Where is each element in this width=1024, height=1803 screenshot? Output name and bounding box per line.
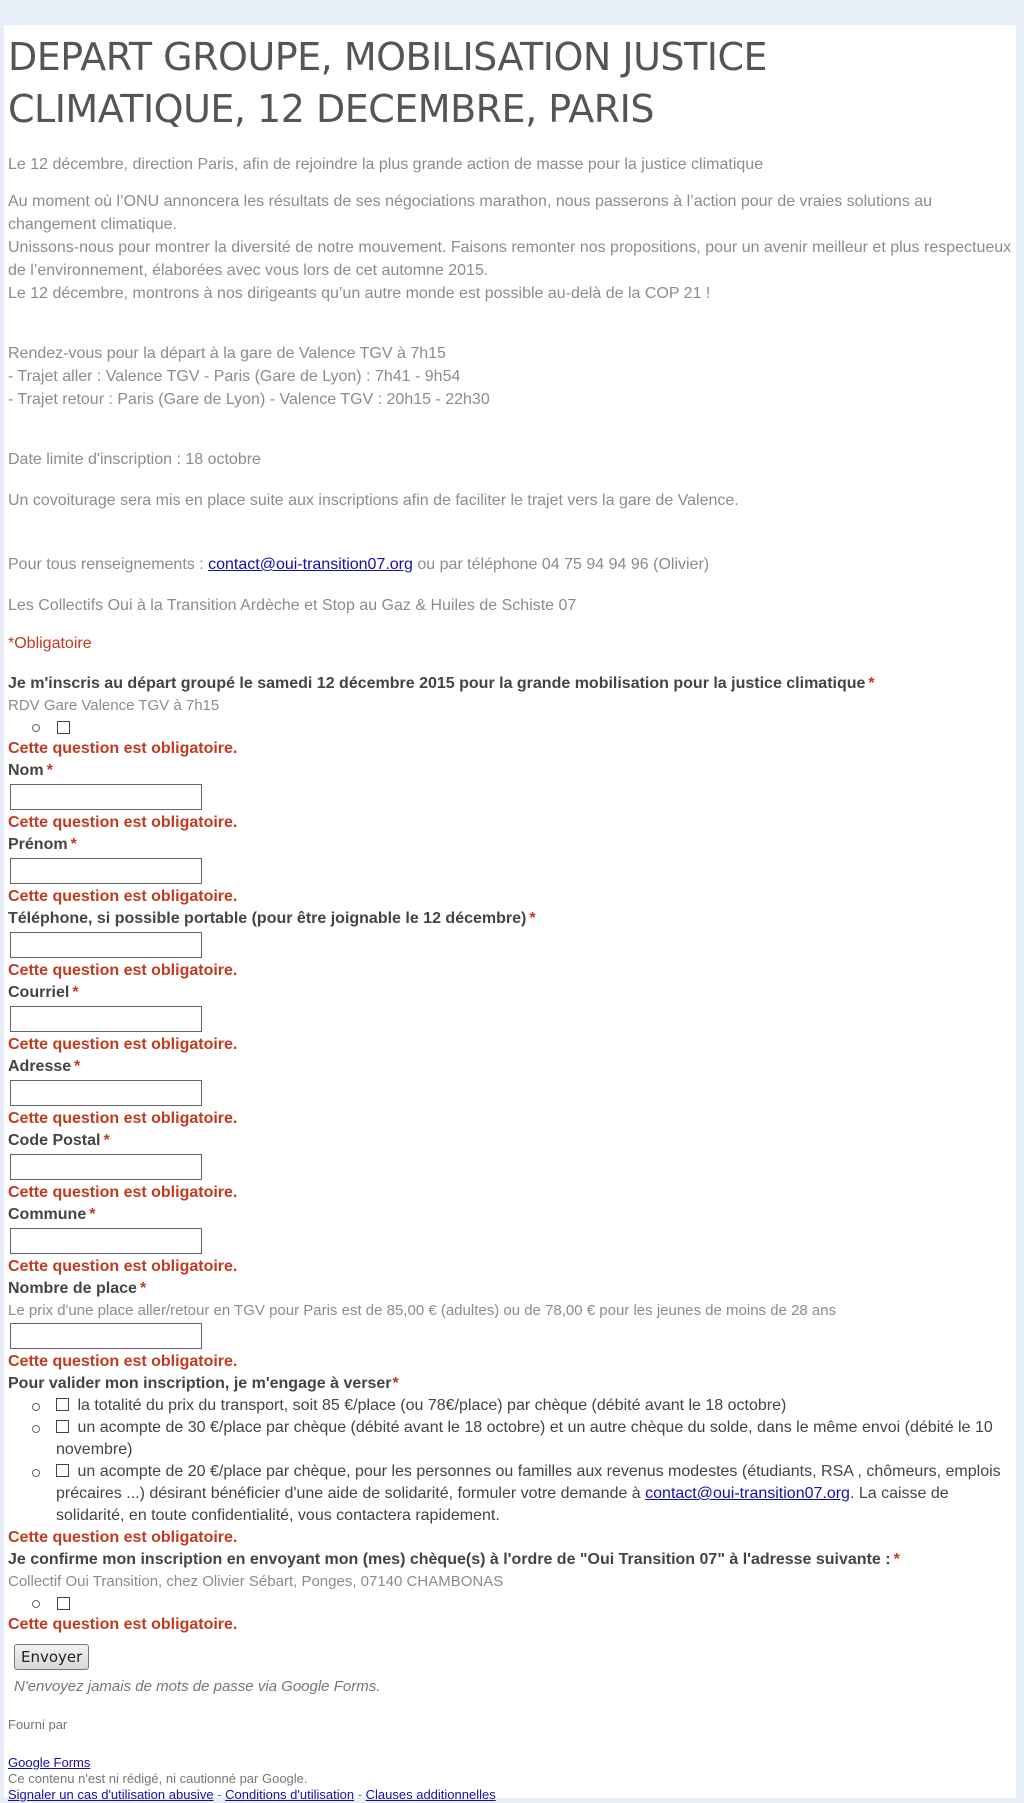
payment-option-1-checkbox[interactable] (56, 1398, 69, 1411)
contact-text (8, 553, 1012, 576)
contact-email-link[interactable]: contact@oui-transition07.org (208, 556, 413, 573)
question-telephone (8, 908, 1012, 982)
question-title: Courriel * (8, 984, 79, 1001)
inscription-checkbox[interactable] (57, 721, 70, 734)
additional-terms-link[interactable]: Clauses additionnelles (365, 1787, 496, 1802)
question-help: Le prix d'une place aller/retour en TGV pour Paris est de 85,00 € (adultes) ou de 78,00 € pour les jeunes de moins de 28 ans (8, 1302, 837, 1319)
payment-option-1 (56, 1395, 1012, 1417)
required-star: * (89, 1206, 96, 1223)
required-note: *Obligatoire (8, 635, 92, 652)
required-star: * (103, 1132, 110, 1149)
payment-option-2-checkbox[interactable] (56, 1420, 69, 1433)
list-bullet-icon (32, 1600, 40, 1608)
payment-options (8, 1395, 1012, 1527)
error-message: Cette question est obligatoire. (8, 1529, 238, 1546)
terms-link[interactable]: Conditions d'utilisation (225, 1787, 355, 1802)
question-paiement (8, 1373, 1012, 1549)
contact-suffix: ou par téléphone 04 75 94 94 96 (Olivier) (412, 556, 710, 573)
footer (8, 1717, 1012, 1803)
intro-text: Le 12 décembre, direction Paris, afin de rejoindre la plus grande action de masse pour la justice climatique (8, 156, 764, 173)
carpool-text: Un covoiturage sera mis en place suite aux inscriptions afin de faciliter le trajet vers la gare de Valence. (8, 492, 739, 509)
error-message: Cette question est obligatoire. (8, 814, 238, 831)
question-title: Adresse * (8, 1058, 81, 1075)
signature-text: Les Collectifs Oui à la Transition Ardèche et Stop au Gaz & Huiles de Schiste 07 (8, 597, 577, 614)
question-prenom (8, 834, 1012, 908)
question-courriel (8, 982, 1012, 1056)
list-bullet-icon (32, 1469, 40, 1477)
submit-button[interactable]: Envoyer (14, 1644, 89, 1670)
list-bullet-icon (32, 1425, 40, 1433)
report-abuse-link[interactable]: Signaler un cas d'utilisation abusive (8, 1787, 214, 1802)
error-message: Cette question est obligatoire. (8, 1110, 238, 1127)
question-title: Commune * (8, 1206, 96, 1223)
payment-option-label-suffix: . La caisse de solidarité, en toute confidentialité, vous contactera rapidement. (56, 1485, 949, 1524)
solidarity-email-link[interactable]: contact@oui-transition07.org (645, 1485, 850, 1502)
payment-option-2 (56, 1417, 1012, 1461)
question-adresse (8, 1056, 1012, 1130)
list-bullet-icon (32, 1403, 40, 1411)
link-separator: - (213, 1787, 226, 1802)
error-message: Cette question est obligatoire. (8, 1353, 238, 1370)
payment-option-3-checkbox[interactable] (56, 1464, 69, 1477)
question-code-postal (8, 1130, 1012, 1204)
courriel-input[interactable] (10, 1006, 202, 1032)
commune-input[interactable] (10, 1228, 202, 1254)
payment-option-label: la totalité du prix du transport, soit 85 €/place (ou 78€/place) par chèque (débité avant le 18 octobre) (77, 1397, 787, 1414)
question-title: Je confirme mon inscription en envoyant mon (mes) chèque(s) à l'ordre de "Oui Transition 07" à l'adresse suivante : * (8, 1551, 900, 1568)
question-inscription (8, 673, 1012, 760)
list-bullet-icon (32, 724, 40, 732)
question-title: Je m'inscris au départ groupé le samedi 12 décembre 2015 pour la grande mobilisation pour la justice climatique * (8, 675, 875, 692)
disclaimer: Ce contenu n'est ni rédigé, ni cautionné par Google. (8, 1771, 308, 1786)
question-title: Pour valider mon inscription, je m'engage à verser* (8, 1375, 399, 1392)
error-message: Cette question est obligatoire. (8, 1616, 238, 1633)
error-message: Cette question est obligatoire. (8, 962, 238, 979)
adresse-input[interactable] (10, 1080, 202, 1106)
deadline-text: Date limite d'inscription : 18 octobre (8, 451, 261, 468)
google-forms-link[interactable]: Google Forms (8, 1755, 91, 1770)
checkbox-option (8, 1592, 1012, 1614)
required-star: * (868, 675, 875, 692)
error-message: Cette question est obligatoire. (8, 740, 238, 757)
link-separator: - (354, 1787, 366, 1802)
schedule-line: - Trajet retour : Paris (Gare de Lyon) - Valence TGV : 20h15 - 22h30 (8, 391, 490, 408)
question-title: Code Postal * (8, 1132, 110, 1149)
powered-by: Fourni par (8, 1717, 68, 1732)
question-title: Nom * (8, 762, 53, 779)
required-star: * (74, 1058, 81, 1075)
error-message: Cette question est obligatoire. (8, 1036, 238, 1053)
question-title: Téléphone, si possible portable (pour être joignable le 12 décembre) * (8, 910, 536, 927)
question-title: Prénom * (8, 836, 77, 853)
schedule-line: Rendez-vous pour la départ à la gare de Valence TGV à 7h15 (8, 345, 446, 362)
error-message: Cette question est obligatoire. (8, 1258, 238, 1275)
telephone-input[interactable] (10, 932, 202, 958)
question-title: Nombre de place * (8, 1280, 147, 1297)
description-line: Le 12 décembre, montrons à nos dirigeants qu’un autre monde est possible au-delà de la COP 21 ! (8, 285, 711, 302)
payment-option-label: un acompte de 30 €/place par chèque (débité avant le 18 octobre) et un autre chèque du solde, dans le même envoi (débité le 10 novembre) (56, 1419, 993, 1458)
payment-option-3 (56, 1461, 1012, 1527)
form-page (4, 25, 1016, 1802)
payment-option-label: un acompte de 20 €/place par chèque, pour les personnes ou familles aux revenus modestes (étudiants, RSA , chômeurs, emplois précaires ...) désirant bénéficier d'une aide de solidarité, formuler votre demande à (56, 1463, 1001, 1502)
schedule-line: - Trajet aller : Valence TGV - Paris (Gare de Lyon) : 7h41 - 9h54 (8, 368, 461, 385)
error-message: Cette question est obligatoire. (8, 888, 238, 905)
form-description (8, 153, 1012, 617)
description-line: Unissons-nous pour montrer la diversité de notre mouvement. Faisons remonter nos propositions, pour un avenir meilleur et plus respectueux de l’environnement, élaborées avec vous lors de cet automne 2015. (8, 239, 1012, 279)
question-help: Collectif Oui Transition, chez Olivier Sébart, Ponges, 07140 CHAMBONAS (8, 1573, 504, 1590)
prenom-input[interactable] (10, 858, 202, 884)
required-star: * (529, 910, 536, 927)
required-star: * (46, 762, 53, 779)
contact-prefix: Pour tous renseignements : (8, 556, 209, 573)
question-help: RDV Gare Valence TGV à 7h15 (8, 697, 220, 714)
required-star: * (70, 836, 77, 853)
nom-input[interactable] (10, 784, 202, 810)
question-commune (8, 1204, 1012, 1278)
question-nombre-place (8, 1278, 1012, 1373)
code-postal-input[interactable] (10, 1154, 202, 1180)
confirmation-checkbox[interactable] (57, 1597, 70, 1610)
nombre-place-input[interactable] (10, 1323, 202, 1349)
footer-links (8, 1787, 1012, 1803)
required-star: * (72, 984, 79, 1001)
error-message: Cette question est obligatoire. (8, 1184, 238, 1201)
form-title: DEPART GROUPE, MOBILISATION JUSTICE CLIMATIQUE, 12 DECEMBRE, PARIS (8, 35, 767, 131)
required-star: * (392, 1375, 399, 1392)
description-line: Au moment où l’ONU annoncera les résultats de ses négociations marathon, nous passerons à l’action pour de vraies solutions au changement climatique. (8, 193, 933, 233)
checkbox-option (8, 716, 1012, 738)
required-star: * (893, 1551, 900, 1568)
password-warning: N'envoyez jamais de mots de passe via Google Forms. (14, 1678, 381, 1695)
question-nom (8, 760, 1012, 834)
question-confirmation (8, 1549, 1012, 1636)
required-star: * (139, 1280, 147, 1297)
